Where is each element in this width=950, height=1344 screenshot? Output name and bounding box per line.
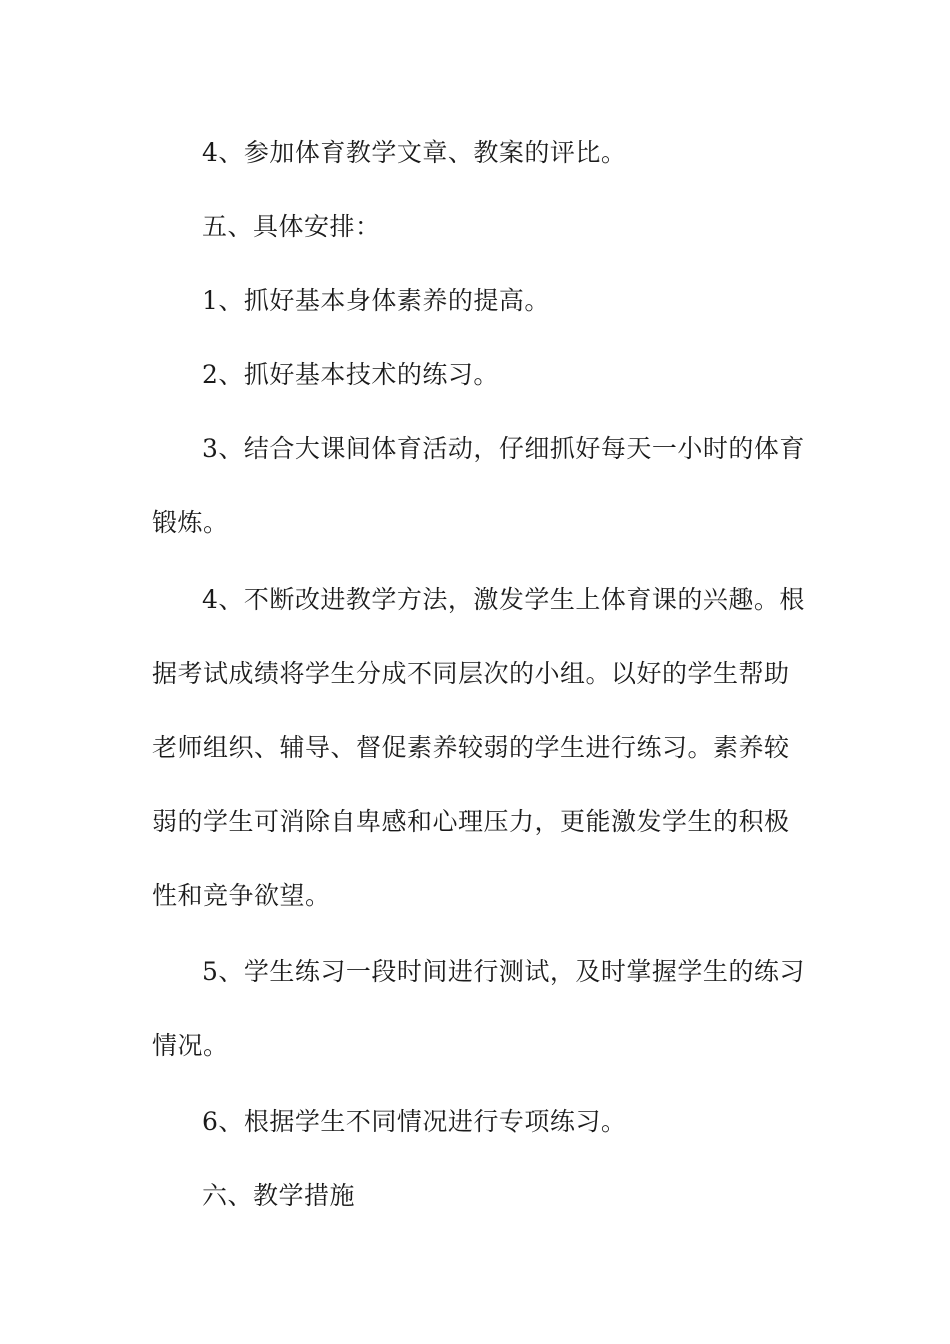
text-line: 弱的学生可消除自卑感和心理压力，更能激发学生的积极 (152, 807, 790, 836)
text-line: 5、学生练习一段时间进行测试，及时掌握学生的练习 (202, 957, 805, 986)
text-line: 4、不断改进教学方法，激发学生上体育课的兴趣。根 (202, 585, 805, 614)
text-line: 3、结合大课间体育活动，仔细抓好每天一小时的体育 (202, 434, 805, 463)
text-line: 据考试成绩将学生分成不同层次的小组。以好的学生帮助 (152, 659, 790, 688)
text-line: 情况。 (152, 1031, 229, 1060)
text-line: 2、抓好基本技术的练习。 (202, 360, 499, 389)
section-heading: 五、具体安排： (202, 212, 381, 241)
text-line: 1、抓好基本身体素养的提高。 (202, 286, 550, 315)
section-heading: 六、教学措施 (202, 1181, 356, 1210)
text-line: 性和竞争欲望。 (152, 881, 331, 910)
text-line: 6、根据学生不同情况进行专项练习。 (202, 1107, 627, 1136)
text-line: 锻炼。 (152, 508, 229, 537)
text-line: 老师组织、辅导、督促素养较弱的学生进行练习。素养较 (152, 733, 790, 762)
text-line: 4、参加体育教学文章、教案的评比。 (202, 138, 627, 167)
